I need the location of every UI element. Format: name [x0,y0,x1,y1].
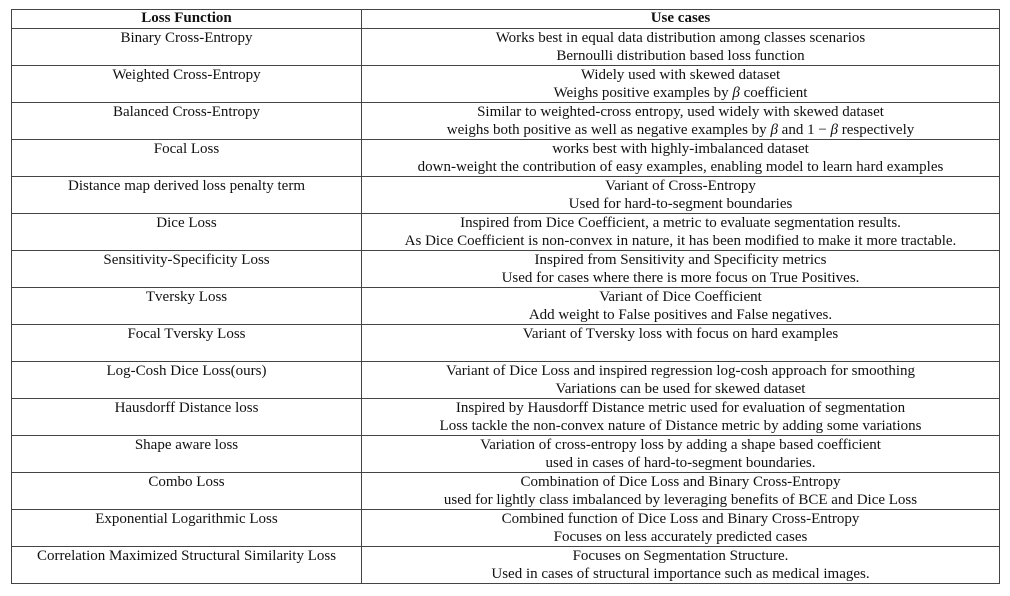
loss-function-name-text: Tversky Loss [145,289,228,305]
beta-symbol: β [770,122,778,138]
use-case-line: Inspired from Dice Coefficient, a metric to evaluate segmentation results. [460,215,901,231]
table-row [12,288,1000,325]
loss-function-name [12,436,362,473]
table-row [12,66,1000,103]
use-case-cell [362,547,1000,584]
use-case-line: Focuses on less accurately predicted cases [553,529,808,545]
table-row [12,177,1000,214]
table-row [12,29,1000,66]
use-case-line: weighs both positive as well as negative examples by β and 1 − β respectively [446,122,915,138]
use-case-cell [362,399,1000,436]
use-case-line: Add weight to False positives and False negatives. [528,307,833,323]
loss-function-name-text: Sensitivity-Specificity Loss [103,252,270,268]
loss-function-name [12,362,362,399]
use-case-line: down-weight the contribution of easy examples, enabling model to learn hard examples [417,159,944,175]
use-case-line: Combined function of Dice Loss and Binary Cross-Entropy [501,511,860,527]
use-case-line: Used for cases where there is more focus on True Positives. [501,270,860,286]
loss-function-name [12,214,362,251]
beta-symbol: β [830,122,839,138]
loss-function-name-text: Focal Loss [153,141,220,157]
use-case-line [362,343,999,361]
loss-function-name [12,510,362,547]
use-case-line: used for lightly class imbalanced by leveraging benefits of BCE and Dice Loss [443,492,918,508]
loss-function-name [12,103,362,140]
loss-function-name [12,29,362,66]
header-use-cases: Use cases [362,10,1000,29]
loss-function-name [12,140,362,177]
loss-function-name [12,325,362,362]
loss-function-name-text: Exponential Logarithmic Loss [95,511,278,527]
use-case-line: Inspired from Sensitivity and Specificity metrics [534,252,827,268]
use-case-line: Combination of Dice Loss and Binary Cross-Entropy [520,474,841,490]
table-row [12,399,1000,436]
loss-function-name-text: Correlation Maximized Structural Similarity Loss [36,548,337,564]
use-case-cell [362,325,1000,362]
use-case-line: Variant of Tversky loss with focus on hard examples [522,326,839,342]
use-case-line: Focuses on Segmentation Structure. [572,548,789,564]
table-header-row [12,10,1000,29]
table-row [12,547,1000,584]
use-case-cell [362,288,1000,325]
use-case-cell [362,29,1000,66]
loss-function-name [12,547,362,584]
loss-function-name-text: Shape aware loss [134,437,239,453]
use-case-cell [362,140,1000,177]
use-case-line: As Dice Coefficient is non-convex in nature, it has been modified to make it more tractable. [404,233,957,249]
use-case-line: Weighs positive examples by β coefficient [553,85,808,101]
header-loss-function: Loss Function [12,10,362,29]
use-case-cell [362,510,1000,547]
loss-function-name [12,177,362,214]
loss-function-name-text: Log-Cosh Dice Loss(ours) [106,363,267,379]
use-case-line: Variant of Dice Coefficient [599,289,762,305]
use-case-cell [362,66,1000,103]
use-case-line: Loss tackle the non-convex nature of Distance metric by adding some variations [439,418,922,434]
use-case-cell [362,473,1000,510]
use-case-line: Variant of Dice Loss and inspired regression log-cosh approach for smoothing [445,363,916,379]
table-row [12,214,1000,251]
table-row [12,510,1000,547]
loss-function-name [12,288,362,325]
use-case-line: Variations can be used for skewed dataset [555,381,806,397]
table-row [12,436,1000,473]
use-case-line: used in cases of hard-to-segment boundaries. [545,455,816,471]
table-row [12,251,1000,288]
table-row [12,325,1000,362]
use-case-line: works best with highly-imbalanced dataset [552,141,809,157]
use-case-cell [362,362,1000,399]
use-case-cell [362,214,1000,251]
loss-function-name-text: Distance map derived loss penalty term [67,178,305,194]
use-case-line: Variant of Cross-Entropy [605,178,756,194]
table-row [12,140,1000,177]
loss-function-name [12,66,362,103]
table-row [12,362,1000,399]
table-row [12,103,1000,140]
beta-symbol: β [732,85,740,101]
loss-function-name-text: Focal Tversky Loss [127,326,246,342]
use-case-line: Variation of cross-entropy loss by adding a shape based coefficient [480,437,881,453]
use-case-line: Used in cases of structural importance such as medical images. [491,566,870,582]
loss-functions-table [11,9,1000,584]
use-case-cell [362,103,1000,140]
loss-function-name-text: Dice Loss [156,215,217,231]
use-case-line: Works best in equal data distribution among classes scenarios [495,30,866,46]
use-case-line: Similar to weighted-cross entropy, used widely with skewed dataset [477,104,884,120]
loss-function-name-text: Balanced Cross-Entropy [112,104,261,120]
use-case-cell [362,251,1000,288]
loss-function-name-text: Hausdorff Distance loss [114,400,259,416]
use-case-cell [362,177,1000,214]
use-case-line: Bernoulli distribution based loss function [556,48,805,64]
use-case-line: Inspired by Hausdorff Distance metric used for evaluation of segmentation [455,400,906,416]
use-case-cell [362,436,1000,473]
table-row [12,473,1000,510]
loss-function-name [12,473,362,510]
loss-function-name-text: Combo Loss [148,474,225,490]
loss-function-name [12,251,362,288]
loss-function-name-text: Weighted Cross-Entropy [112,67,261,83]
use-case-line: Used for hard-to-segment boundaries [568,196,793,212]
loss-function-name-text: Binary Cross-Entropy [120,30,253,46]
loss-function-name [12,399,362,436]
use-case-line: Widely used with skewed dataset [580,67,781,83]
